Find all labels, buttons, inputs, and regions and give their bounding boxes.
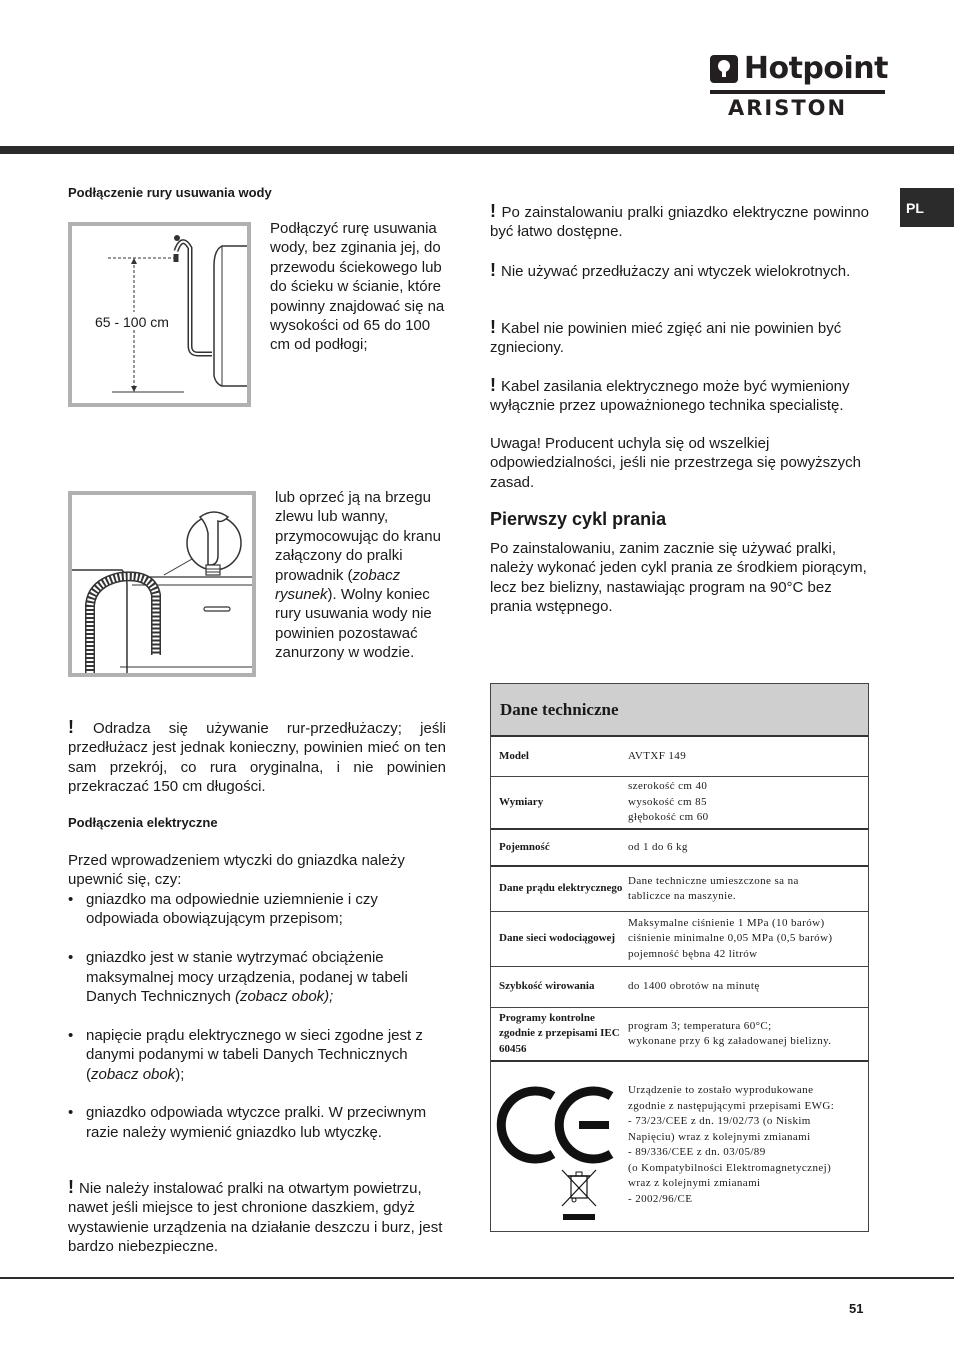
warning-4-text: Kabel zasilania elektrycznego może być wymieniony wyłącznie przez upoważnionego technika specialistę. [490,378,850,415]
warning-icon: ! [490,260,501,280]
list-item [68,890,446,929]
spec-label: Dane sieci wodociągowej [499,932,616,945]
table-row [491,912,868,967]
bullet-2-text: gniazdko jest w stanie wytrzymać obciążenie maksymalnej mocy urządzenia, podanej w tabeli Danych Technicznych [86,949,408,1006]
language-tab: PL [900,188,954,227]
compliance-line: Napięciu) wraz z kolejnymi zmianami [628,1130,811,1143]
drain-paragraph-2-a: lub oprzeć ją na brzegu zlewu lub wanny, przymocowując do kranu załączony do pralki prowadnik ( [275,489,441,584]
brand-name: Hotpoint [743,51,888,86]
compliance-line: - 73/23/CEE z dn. 19/02/73 (o Niskim [628,1115,811,1127]
spec-label: Model [499,749,529,762]
bullet-3-end: ); [175,1065,185,1083]
drain-paragraph-2 [275,488,447,663]
extension-warning [68,718,446,797]
electrical-heading: Podłączenia elektryczne [68,815,218,830]
brand-sub: ARISTON [728,96,848,120]
drain-paragraph-1: Podłączyć rurę usuwania wody, bez zginania jej, do przewodu ściekowego lub do ścieku w ścianie, które powinny znajdować się na wysokości od 65 do 100 cm od podłogi; [270,220,445,354]
hotpoint-logo-icon [710,55,738,83]
warning-1-text: Po zainstalowaniu pralki gniazdko elektryczne powinno być łatwo dostępne. [490,204,869,241]
spec-value [628,737,868,776]
spec-value [628,777,868,828]
list-item [68,1026,446,1084]
electrical-intro: Przed wprowadzeniem wtyczki do gniazdka należy upewnić się, czy: [68,852,405,889]
warning-cable-bends [490,318,869,358]
drain-paragraph-2-b: ). Wolny koniec rury usuwania wody nie powinien pozostawać zanurzony w wodzie. [275,586,432,662]
first-cycle-text: Po zainstalowaniu, zanim zacznie się używać pralki, należy wykonać jeden cykl prania ze środkiem piorącym, lecz bez bielizny, nastawiając program na 90°C bez prania wstępnego. [490,540,867,616]
table-row [491,737,868,777]
drain-height-label: 65 - 100 cm [95,314,169,330]
spec-value-line: wysokość cm 85 [628,795,707,808]
spec-value [628,912,868,966]
spec-value-line: szerokość cm 40 [628,780,708,793]
warning-no-extensions [490,261,869,281]
spec-table [490,683,869,1232]
table-row [491,830,868,867]
warning-icon: ! [490,375,501,395]
spec-label: Pojemność [499,840,550,853]
spec-value [628,867,868,911]
outdoor-warning-text: Nie należy instalować pralki na otwartym powietrzu, nawet jeśli miejsce to jest chronione daszkiem, gdyż wystawienie urządzenia na działanie deszczu i burz, jest bardzo niebezpieczne. [68,1180,443,1256]
spec-value-line: AVTXF 149 [628,749,687,762]
spec-label: Dane prądu elektrycznego [499,882,623,895]
weee-bin-icon [559,1168,599,1224]
extension-warning-text: Odradza się używanie rur-przedłużaczy; jeśli przedłużacz jest jednak konieczny, powinien mieć on ten sam przekrój, co rura oryginalna, i nie powinien przekraczać 150 cm długości. [68,720,446,796]
compliance-line: - 89/336/CEE z dn. 03/05/89 [628,1146,766,1158]
hose-guide-illustration [72,495,252,673]
drain-height-figure [68,222,251,407]
spec-value-line: do 1400 obrotów na minutę [628,980,760,993]
certification-marks [491,1062,628,1230]
spec-table-title: Dane techniczne [491,684,868,737]
spec-label: Wymiary [499,795,544,808]
spec-value-line: program 3; temperatura 60°C; [628,1019,772,1032]
list-item [68,948,446,1006]
table-row [491,777,868,830]
brand-logo [710,50,888,126]
spec-value-line: od 1 do 6 kg [628,840,688,853]
spec-value-line: ciśnienie minimalne 0,05 MPa (0,5 barów) [628,932,833,945]
bullet-1-text: gniazdko ma odpowiednie uziemnienie i czy odpowiada obowiązującym przepisom; [86,891,378,928]
drain-heading: Podłączenie rury usuwania wody [68,185,272,200]
header-rule [0,146,954,154]
spec-value-line: Dane techniczne umieszczone sa na [628,874,799,887]
drain-paragraph-2-italic: zobacz rysunek [275,566,401,604]
warning-2-text: Nie używać przedłużaczy ani wtyczek wielokrotnych. [501,263,851,280]
table-row [491,967,868,1008]
list-item [68,1103,446,1142]
spec-value [628,830,868,865]
logo-divider [710,90,885,94]
warning-icon: ! [490,201,502,221]
spec-value-line: głębokość cm 60 [628,811,709,824]
compliance-line: - 2002/96/CE [628,1192,693,1205]
footer-rule [0,1277,954,1279]
outdoor-warning [68,1178,446,1257]
spec-compliance-row [491,1062,868,1230]
spec-value [628,967,868,1007]
spec-rows [491,737,868,1062]
compliance-text [628,1062,868,1230]
hose-guide-figure [68,491,256,677]
warning-icon: ! [68,717,94,737]
disclaimer: Uwaga! Producent uchyla się od wszelkiej odpowiedzialności, jeśli nie przestrzega się powyższych zasad. [490,435,862,491]
spec-label: Szybkość wirowania [499,980,595,993]
warning-accessible-socket [490,202,869,242]
table-row [491,1008,868,1062]
compliance-line: wraz z kolejnymi zmianami [628,1177,761,1189]
bullet-3-italic: zobacz obok [91,1065,176,1083]
first-cycle-title: Pierwszy cykl prania [490,509,667,529]
spec-value-line: wykonane przy 6 kg załadowanej bielizny. [628,1035,832,1047]
spec-value-line: pojemność bębna 42 litrów [628,947,758,960]
spec-value-line: tabliczce na maszynie. [628,890,737,902]
warning-icon: ! [68,1177,79,1197]
bullet-2-italic: (zobacz obok); [234,988,334,1006]
compliance-line: zgodnie z następującymi przepisami EWG: [628,1099,835,1112]
table-row [491,867,868,912]
spec-value [628,1008,868,1060]
spec-label: Programy kontrolne zgodnie z przepisami IEC 60456 [499,1011,620,1055]
bullet-3-text: napięcie prądu elektrycznego w sieci zgodne jest z danymi podanymi w tabeli Danych Technicznych ( [86,1026,423,1083]
warning-icon: ! [490,317,501,337]
warning-cable-replacement [490,376,869,416]
compliance-line: Urządzenie to zostało wyprodukowane [628,1084,814,1096]
page-number: 51 [849,1301,864,1316]
bullet-4-text: gniazdko odpowiada wtyczce pralki. W przeciwnym razie należy wymienić gniazdko lub wtyczkę. [86,1104,427,1141]
electrical-checklist [68,890,446,1162]
compliance-line: (o Kompatybilności Elektromagnetycznej) [628,1161,832,1174]
spec-value-line: Maksymalne ciśnienie 1 MPa (10 barów) [628,916,825,929]
warning-3-text: Kabel nie powinien mieć zgięć ani nie powinien być zgnieciony. [490,320,842,357]
